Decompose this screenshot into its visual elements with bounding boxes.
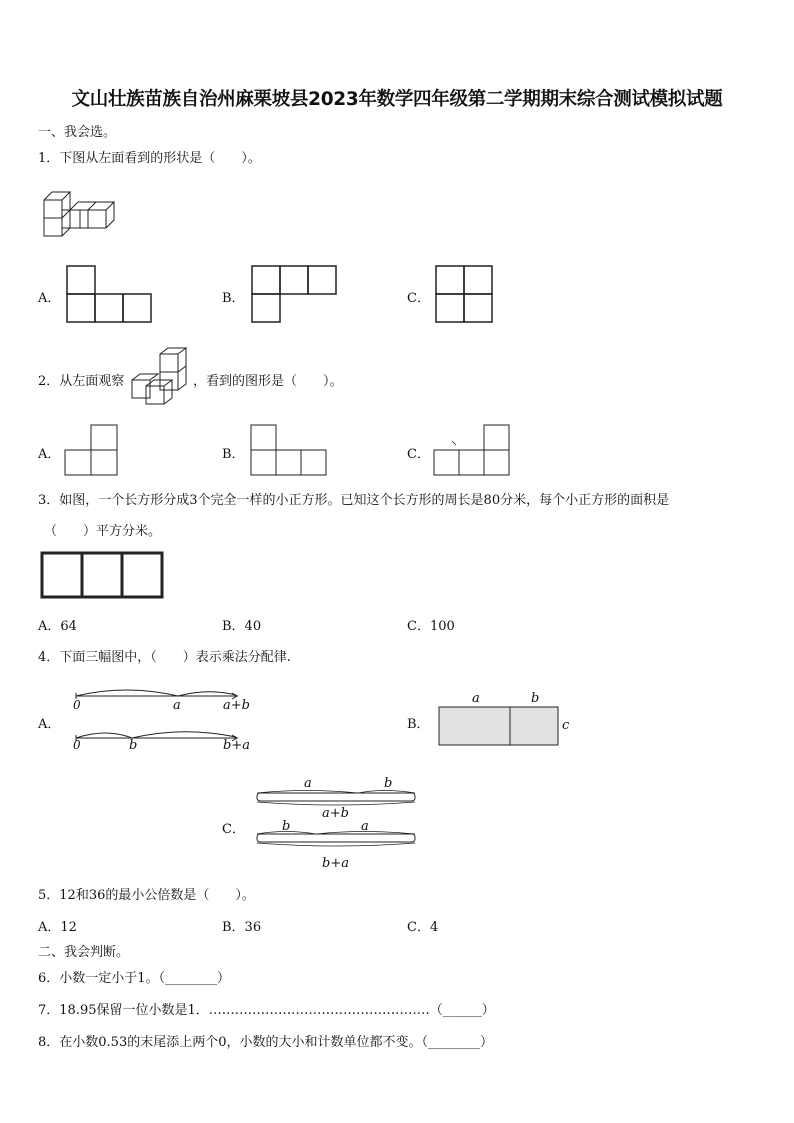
question-1-stem: 1．下图从左面看到的形状是（ ）。 xyxy=(38,151,261,166)
fig-b-label-a: a xyxy=(472,691,480,706)
question-2-stem-start: 2．从左面观察 xyxy=(38,374,125,389)
question-3-rectangle-figure xyxy=(40,551,164,599)
fig-a-label-b: b xyxy=(129,738,138,753)
question-3-option-b[interactable]: B．40 xyxy=(222,619,262,634)
fig-c-label-a-plus-b: a+b xyxy=(322,806,349,821)
fig-c-label-b-plus-a: b+a xyxy=(322,856,349,871)
question-2-option-a[interactable]: A． xyxy=(38,447,61,462)
fig-c-label-a-bottom: a xyxy=(361,819,369,834)
question-5-stem: 5．12和36的最小公倍数是（ ）。 xyxy=(38,888,255,903)
fig-a-zero-top: 0 xyxy=(73,698,81,712)
fig-c-label-a-top: a xyxy=(304,776,312,791)
question-1-option-a[interactable]: A． xyxy=(38,291,61,306)
question-3-stem-line-1: 3．如图，一个长方形分成3个完全一样的小正方形。已知这个长方形的周长是80分米，每个小正方形的面积是 xyxy=(38,493,670,508)
question-3-option-a[interactable]: A．64 xyxy=(38,619,77,634)
question-2-option-b-figure xyxy=(249,423,329,477)
section-2-heading: 二、我会判断。 xyxy=(38,945,130,960)
fig-c-label-b-top: b xyxy=(384,776,393,791)
question-3-stem-line-2: （ ）平方分米。 xyxy=(44,524,162,539)
question-6: 6．小数一定小于1。（________） xyxy=(38,971,231,986)
question-4-option-b-figure xyxy=(438,706,560,748)
fig-b-label-b: b xyxy=(531,691,540,706)
question-5-option-a[interactable]: A．12 xyxy=(38,920,77,935)
page-title: 文山壮族苗族自治州麻栗坡县2023年数学四年级第二学期期末综合测试模拟试题 xyxy=(71,89,723,110)
question-2-stem-end: ，看到的图形是（ ）。 xyxy=(193,374,343,389)
question-1-option-c-figure xyxy=(434,264,494,324)
question-1-option-a-figure xyxy=(65,264,153,324)
fig-a-label-a-plus-b: a+b xyxy=(223,698,250,713)
fig-a-label-a: a xyxy=(173,698,181,713)
question-4-option-c[interactable]: C． xyxy=(222,822,245,837)
question-1-option-c[interactable]: C． xyxy=(407,291,430,306)
question-7: 7．18.95保留一位小数是1．……………………………………………（______） xyxy=(38,1003,495,1018)
question-8: 8．在小数0.53的末尾添上两个0，小数的大小和计数单位都不变。（________） xyxy=(38,1035,493,1050)
question-1-cube-figure xyxy=(40,180,120,242)
question-4-option-c-figure xyxy=(254,788,418,858)
question-1-option-b[interactable]: B． xyxy=(222,291,245,306)
fig-c-label-b-bottom: b xyxy=(282,819,291,834)
fig-a-zero-bottom: 0 xyxy=(73,738,81,752)
question-2-option-b[interactable]: B． xyxy=(222,447,245,462)
question-3-option-c[interactable]: C．100 xyxy=(407,619,455,634)
question-4-option-b[interactable]: B． xyxy=(407,717,430,732)
fig-b-label-c: c xyxy=(562,718,570,733)
section-1-heading: 一、我会选。 xyxy=(38,125,117,140)
question-2-option-c[interactable]: C． xyxy=(407,447,430,462)
fig-a-label-b-plus-a: b+a xyxy=(223,738,250,753)
question-1-option-b-figure xyxy=(250,264,338,324)
question-2-option-a-figure xyxy=(63,423,119,477)
question-2-cube-figure xyxy=(130,346,192,408)
question-4-option-a[interactable]: A． xyxy=(38,717,61,732)
question-5-option-c[interactable]: C．4 xyxy=(407,920,439,935)
question-2-option-c-figure xyxy=(432,423,512,477)
question-4-stem: 4．下面三幅图中，（ ）表示乘法分配律. xyxy=(38,650,291,665)
question-5-option-b[interactable]: B．36 xyxy=(222,920,262,935)
